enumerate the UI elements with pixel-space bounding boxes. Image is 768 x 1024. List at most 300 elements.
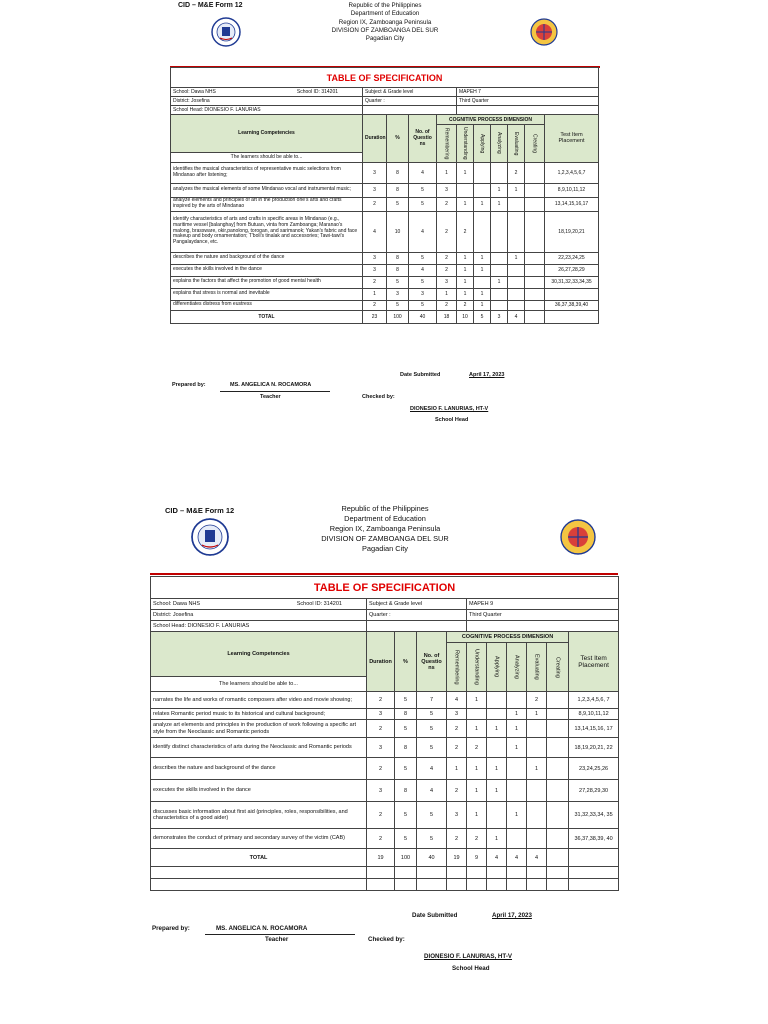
- specification-table: [170, 67, 599, 324]
- checked-by-label: Checked by:: [368, 936, 405, 943]
- level-cell: 2: [527, 692, 547, 709]
- level-cell: [457, 183, 474, 197]
- level-cell: 4: [447, 692, 467, 709]
- total-level-cell: 10: [457, 310, 474, 323]
- level-cell: 3: [437, 183, 457, 197]
- percent-cell: 5: [395, 829, 417, 849]
- teacher-name: MS. ANGELICA N. ROCAMORA: [216, 925, 308, 932]
- table-row: [151, 692, 619, 709]
- duration-header: Duration: [363, 115, 387, 163]
- total-level-cell: 4: [487, 849, 507, 867]
- level-header-evaluating: [508, 125, 525, 163]
- competency-cell: analyze elements and principles of art in the production one's arts and crafts inspired by the arts of Mindanao: [171, 197, 363, 211]
- percent-cell: 8: [395, 738, 417, 758]
- competency-cell: identify distinct characteristics of arts during the Neoclassic and Romantic periods: [151, 738, 367, 758]
- total-row: [171, 310, 599, 323]
- division-seal-icon: [530, 18, 558, 46]
- blank-cell: [487, 879, 507, 891]
- placement-cell: 8,9,10,11,12: [545, 183, 599, 197]
- header-line: Department of Education: [350, 10, 420, 18]
- info-row: [151, 610, 619, 621]
- teacher-role: Teacher: [260, 394, 281, 400]
- table-row: [171, 183, 599, 197]
- level-cell: [527, 802, 547, 829]
- level-cell: 1: [437, 162, 457, 183]
- percent-cell: 8: [387, 162, 409, 183]
- placement-cell: 22,23,24,25: [545, 252, 599, 264]
- subject-grade-label: Subject & Grade level: [363, 88, 457, 97]
- date-submitted-label: Date Submitted: [412, 912, 458, 919]
- placement-cell: 23,24,25,26: [569, 758, 619, 780]
- level-cell: [527, 780, 547, 802]
- title-row: [171, 68, 599, 88]
- questions-cell: 5: [409, 197, 437, 211]
- total-level-cell: 18: [437, 310, 457, 323]
- placement-cell: 1,2,3,4,5,6,7: [545, 162, 599, 183]
- school-name: School: Dawa NHS: [173, 89, 216, 95]
- duration-cell: 2: [363, 276, 387, 288]
- level-cell: 1: [491, 183, 508, 197]
- duration-cell: 3: [367, 780, 395, 802]
- level-cell: [525, 264, 545, 276]
- percent-cell: 8: [387, 183, 409, 197]
- percent-cell: 8: [387, 264, 409, 276]
- header-line: Department of Education: [344, 513, 426, 523]
- info-row: [171, 106, 599, 115]
- level-cell: [547, 738, 569, 758]
- table-row: [171, 211, 599, 252]
- header-line: Republic of the Philippines: [348, 2, 422, 9]
- level-cell: 2: [437, 300, 457, 310]
- level-cell: [474, 183, 491, 197]
- level-cell: [474, 276, 491, 288]
- level-cell: 1: [491, 276, 508, 288]
- level-label: Understanding: [462, 127, 468, 160]
- questions-cell: 3: [409, 288, 437, 300]
- level-label: Analyzing: [496, 132, 502, 155]
- learning-competencies-header: Learning Competencies: [171, 115, 363, 153]
- school-id: School ID: 314201: [296, 601, 342, 607]
- learners-note: The learners should be able to...: [171, 152, 363, 162]
- level-header-analyzing: [491, 125, 508, 163]
- total-questions: 40: [409, 310, 437, 323]
- placement-cell: 13,14,15,16, 17: [569, 720, 619, 738]
- blank-cell: [367, 867, 395, 879]
- total-placement: [545, 310, 599, 323]
- duration-cell: 2: [367, 829, 395, 849]
- table-row: [151, 720, 619, 738]
- blank-cell: [151, 879, 367, 891]
- level-cell: 1: [457, 252, 474, 264]
- tos-page-1: [0, 0, 768, 500]
- total-level-cell: 4: [527, 849, 547, 867]
- placement-cell: 36,37,38,39,40: [545, 300, 599, 310]
- info-row: [151, 599, 619, 610]
- level-cell: [491, 162, 508, 183]
- placement-cell: 18,19,20,21: [545, 211, 599, 252]
- level-cell: [525, 197, 545, 211]
- competency-cell: demonstrates the conduct of primary and secondary survey of the victim (CAB): [151, 829, 367, 849]
- cognitive-dimension-header: COGNITIVE PROCESS DIMENSION: [437, 115, 545, 125]
- level-cell: 1: [527, 758, 547, 780]
- level-cell: [507, 829, 527, 849]
- level-cell: [508, 264, 525, 276]
- duration-cell: 3: [363, 183, 387, 197]
- level-header-creating: [547, 643, 569, 692]
- school-id: School ID: 314201: [296, 89, 338, 95]
- placement-cell: 31,32,33,34, 35: [569, 802, 619, 829]
- competency-cell: discusses basic information about first aid (principles, roles, responsibilities, and characteristics of a good aider): [151, 802, 367, 829]
- level-label: Evaluating: [533, 654, 540, 680]
- level-cell: [525, 162, 545, 183]
- level-cell: 2: [467, 738, 487, 758]
- level-label: Remembering: [453, 649, 460, 685]
- percent-cell: 5: [395, 692, 417, 709]
- percent-cell: 5: [387, 197, 409, 211]
- blank-cell: [417, 867, 447, 879]
- level-label: Evaluating: [513, 131, 519, 155]
- placement-header: Test Item Placement: [569, 632, 619, 692]
- level-cell: [508, 197, 525, 211]
- level-cell: 1: [487, 758, 507, 780]
- level-cell: 1: [487, 780, 507, 802]
- competency-cell: executes the skills involved in the dance: [151, 780, 367, 802]
- level-cell: [491, 211, 508, 252]
- questions-cell: 5: [409, 183, 437, 197]
- level-cell: 1: [474, 197, 491, 211]
- cognitive-dimension-header: COGNITIVE PROCESS DIMENSION: [447, 632, 569, 643]
- total-placement: [569, 849, 619, 867]
- level-cell: 1: [474, 252, 491, 264]
- level-cell: [525, 288, 545, 300]
- questions-cell: 4: [409, 264, 437, 276]
- questions-header: No. of Questio ns: [417, 632, 447, 692]
- header-line: DIVISION OF ZAMBOANGA DEL SUR: [331, 27, 439, 35]
- table-row: [171, 197, 599, 211]
- level-header-creating: [525, 125, 545, 163]
- header-row: [151, 632, 619, 643]
- district: District: Josefina: [171, 97, 363, 106]
- percent-cell: 8: [395, 709, 417, 720]
- blank-cell: [395, 879, 417, 891]
- competency-cell: describes the nature and background of the dance: [151, 758, 367, 780]
- duration-cell: 3: [367, 709, 395, 720]
- deped-seal-icon: [191, 518, 229, 556]
- school-name: School: Dawa NHS: [153, 601, 201, 607]
- level-cell: 2: [508, 162, 525, 183]
- level-cell: [491, 300, 508, 310]
- total-percent: 100: [387, 310, 409, 323]
- level-cell: [487, 709, 507, 720]
- level-cell: [547, 780, 569, 802]
- level-cell: 2: [447, 780, 467, 802]
- percent-cell: 8: [387, 252, 409, 264]
- level-cell: [508, 300, 525, 310]
- blank-cell: [417, 879, 447, 891]
- header-line: DIVISION OF ZAMBOANGA DEL SUR: [321, 533, 449, 543]
- level-cell: [491, 288, 508, 300]
- placement-cell: 30,31,32,33,34,35: [545, 276, 599, 288]
- percent-cell: 5: [395, 802, 417, 829]
- division-seal-icon: [560, 519, 596, 555]
- blank-cell: [467, 867, 487, 879]
- blank-cell: [487, 867, 507, 879]
- percent-header: %: [395, 632, 417, 692]
- table-row: [171, 288, 599, 300]
- level-label: Analyzing: [513, 655, 520, 679]
- specification-table: [150, 576, 619, 891]
- page-header: [300, 504, 470, 554]
- questions-header: No. of Questio ns: [409, 115, 437, 163]
- blank-cell: [569, 879, 619, 891]
- level-cell: [491, 252, 508, 264]
- questions-cell: 7: [417, 692, 447, 709]
- subject-grade-label: Subject & Grade level: [367, 599, 467, 610]
- total-percent: 100: [395, 849, 417, 867]
- percent-cell: 5: [387, 300, 409, 310]
- level-cell: 1: [467, 802, 487, 829]
- placement-cell: 36,37,38,39, 40: [569, 829, 619, 849]
- teacher-signature-line: [220, 391, 330, 392]
- questions-cell: 4: [409, 211, 437, 252]
- level-cell: [547, 829, 569, 849]
- level-label: Remembering: [443, 127, 450, 159]
- form-code: CID – M&E Form 12: [165, 506, 235, 515]
- level-cell: 2: [447, 720, 467, 738]
- level-cell: 1: [457, 197, 474, 211]
- table-row: [171, 276, 599, 288]
- competency-cell: explains that stress is normal and inevitable: [171, 288, 363, 300]
- duration-cell: 2: [363, 300, 387, 310]
- learning-competencies-header: Learning Competencies: [151, 632, 367, 677]
- placement-cell: 13,14,15,16,17: [545, 197, 599, 211]
- level-cell: [508, 288, 525, 300]
- level-cell: [527, 720, 547, 738]
- tos-page-2: [0, 502, 768, 1024]
- total-level-cell: 3: [491, 310, 508, 323]
- percent-cell: 5: [395, 758, 417, 780]
- questions-cell: 5: [417, 802, 447, 829]
- learners-note: The learners should be able to...: [151, 677, 367, 692]
- competency-cell: executes the skills involved in the dance: [171, 264, 363, 276]
- level-cell: [527, 829, 547, 849]
- school-info: [171, 88, 363, 97]
- teacher-signature-line: [205, 934, 355, 935]
- level-header-remembering: [447, 643, 467, 692]
- school-info: [151, 599, 367, 610]
- date-submitted-label: Date Submitted: [400, 372, 441, 378]
- teacher-role: Teacher: [265, 936, 289, 943]
- questions-cell: 5: [409, 300, 437, 310]
- blank-cell: [447, 867, 467, 879]
- table-row: [171, 162, 599, 183]
- blank-row: [151, 867, 619, 879]
- level-cell: 2: [437, 252, 457, 264]
- subject-grade-value: MAPEH 7: [457, 88, 599, 97]
- questions-cell: 5: [417, 709, 447, 720]
- level-cell: 1: [467, 692, 487, 709]
- percent-cell: 8: [395, 780, 417, 802]
- quarter-value: Third Quarter: [467, 610, 619, 621]
- questions-cell: 5: [409, 252, 437, 264]
- blank-cell: [447, 879, 467, 891]
- competency-cell: analyze art elements and principles in the production of work following a specific art style from the Neoclassic and Romantic periods: [151, 720, 367, 738]
- placement-header: Test Item Placement: [545, 115, 599, 163]
- level-cell: [487, 692, 507, 709]
- blank-row: [151, 879, 619, 891]
- competency-cell: analyzes the musical elements of some Mindanao vocal and instrumental music;: [171, 183, 363, 197]
- total-level-cell: 4: [508, 310, 525, 323]
- school-head-name: DIONESIO F. LANURIAS, HT-V: [424, 953, 513, 960]
- level-header-understanding: [467, 643, 487, 692]
- form-code: CID – M&E Form 12: [178, 2, 243, 9]
- table-row: [171, 264, 599, 276]
- level-label: Applying: [493, 656, 500, 678]
- level-cell: [525, 183, 545, 197]
- school-head-role: School Head: [435, 417, 469, 423]
- level-header-applying: [487, 643, 507, 692]
- level-cell: 1: [474, 288, 491, 300]
- level-cell: 1: [507, 720, 527, 738]
- questions-cell: 5: [417, 720, 447, 738]
- blank-cell: [367, 879, 395, 891]
- level-cell: 2: [467, 829, 487, 849]
- level-header-applying: [474, 125, 491, 163]
- level-header-remembering: [437, 125, 457, 163]
- competency-cell: identify characteristics of arts and crafts in specific areas in Mindanao (e.g., maritime vessel [balanghay] from Butuan, vinta from Zamboanga; Maranao's malong, brassware, okir,panolong, torogan, and sarimanok; Yakan's fabric and face makeup and body ornamentation; T'boli's tinalak and accessories; Tawi-tawi's Pangalaydance, etc.: [171, 211, 363, 252]
- duration-cell: 2: [367, 692, 395, 709]
- blank-cell: [527, 867, 547, 879]
- level-cell: [525, 252, 545, 264]
- percent-cell: 10: [387, 211, 409, 252]
- total-duration: 23: [363, 310, 387, 323]
- total-questions: 40: [417, 849, 447, 867]
- school-head: School Head: DIONESIO F. LANURIAS: [151, 621, 367, 632]
- level-cell: [508, 211, 525, 252]
- level-cell: [525, 300, 545, 310]
- level-cell: 1: [507, 709, 527, 720]
- duration-cell: 2: [367, 720, 395, 738]
- duration-cell: 4: [363, 211, 387, 252]
- duration-header: Duration: [367, 632, 395, 692]
- total-level-cell: 5: [474, 310, 491, 323]
- blank-cell: [467, 879, 487, 891]
- level-cell: 2: [437, 197, 457, 211]
- total-level-cell: 4: [507, 849, 527, 867]
- level-cell: [525, 211, 545, 252]
- questions-cell: 5: [409, 276, 437, 288]
- level-cell: [487, 738, 507, 758]
- questions-cell: 5: [417, 829, 447, 849]
- level-cell: [508, 276, 525, 288]
- level-cell: 1: [527, 709, 547, 720]
- table-row: [151, 802, 619, 829]
- level-cell: 3: [437, 276, 457, 288]
- header-rule: [150, 573, 618, 575]
- total-level-cell: [525, 310, 545, 323]
- placement-cell: 26,27,28,29: [545, 264, 599, 276]
- level-header-analyzing: [507, 643, 527, 692]
- level-cell: 2: [447, 829, 467, 849]
- level-cell: 1: [507, 738, 527, 758]
- blank-cell: [507, 867, 527, 879]
- level-cell: 1: [457, 288, 474, 300]
- competency-cell: identifies the musical characteristics of representative music selections from Mindanao after listening;: [171, 162, 363, 183]
- placement-cell: 8,9,10,11,12: [569, 709, 619, 720]
- duration-cell: 2: [367, 802, 395, 829]
- level-header-understanding: [457, 125, 474, 163]
- level-cell: 1: [491, 197, 508, 211]
- level-cell: [527, 738, 547, 758]
- checked-by-label: Checked by:: [362, 394, 395, 400]
- page-header: [310, 2, 460, 44]
- competency-cell: narrates the life and works of romantic composers after video and movie showing;: [151, 692, 367, 709]
- level-cell: [507, 758, 527, 780]
- info-row: [171, 88, 599, 97]
- total-label: TOTAL: [171, 310, 363, 323]
- competency-cell: explains the factors that affect the promotion of good mental health: [171, 276, 363, 288]
- header-line: Region IX, Zamboanga Peninsula: [329, 523, 441, 533]
- header-line: Region IX, Zamboanga Peninsula: [338, 18, 432, 26]
- level-cell: 1: [474, 300, 491, 310]
- level-cell: 3: [447, 802, 467, 829]
- placement-cell: 27,28,29,30: [569, 780, 619, 802]
- table-title: TABLE OF SPECIFICATION: [171, 68, 599, 88]
- blank-cell: [527, 879, 547, 891]
- level-cell: 1: [447, 758, 467, 780]
- level-cell: [525, 276, 545, 288]
- level-cell: [507, 780, 527, 802]
- level-cell: [474, 162, 491, 183]
- questions-cell: 5: [417, 738, 447, 758]
- header-line: Pagadian City: [365, 35, 405, 43]
- level-cell: 2: [447, 738, 467, 758]
- total-label: TOTAL: [151, 849, 367, 867]
- date-submitted-value: April 17, 2023: [492, 912, 532, 919]
- header-row: [171, 115, 599, 125]
- percent-cell: 5: [387, 276, 409, 288]
- prepared-by-label: Prepared by:: [152, 925, 190, 932]
- level-label: Applying: [479, 133, 485, 153]
- level-cell: 2: [457, 211, 474, 252]
- total-duration: 19: [367, 849, 395, 867]
- level-cell: 1: [508, 183, 525, 197]
- blank-cell: [547, 879, 569, 891]
- level-cell: 1: [457, 276, 474, 288]
- questions-cell: 4: [417, 780, 447, 802]
- questions-cell: 4: [409, 162, 437, 183]
- level-cell: [507, 692, 527, 709]
- level-cell: 1: [507, 802, 527, 829]
- level-cell: 1: [467, 758, 487, 780]
- competency-cell: differentiates distress from eustress: [171, 300, 363, 310]
- level-cell: [547, 802, 569, 829]
- percent-cell: 3: [387, 288, 409, 300]
- table-row: [151, 738, 619, 758]
- percent-header: %: [387, 115, 409, 163]
- level-cell: 1: [457, 264, 474, 276]
- duration-cell: 2: [363, 197, 387, 211]
- level-cell: 3: [447, 709, 467, 720]
- blank-cell: [569, 867, 619, 879]
- level-cell: 1: [508, 252, 525, 264]
- info-row: [171, 97, 599, 106]
- placement-cell: 18,19,20,21, 22: [569, 738, 619, 758]
- quarter-label: Quarter :: [367, 610, 467, 621]
- level-cell: 1: [474, 264, 491, 276]
- table-row: [171, 252, 599, 264]
- header-line: Republic of the Philippines: [341, 504, 429, 513]
